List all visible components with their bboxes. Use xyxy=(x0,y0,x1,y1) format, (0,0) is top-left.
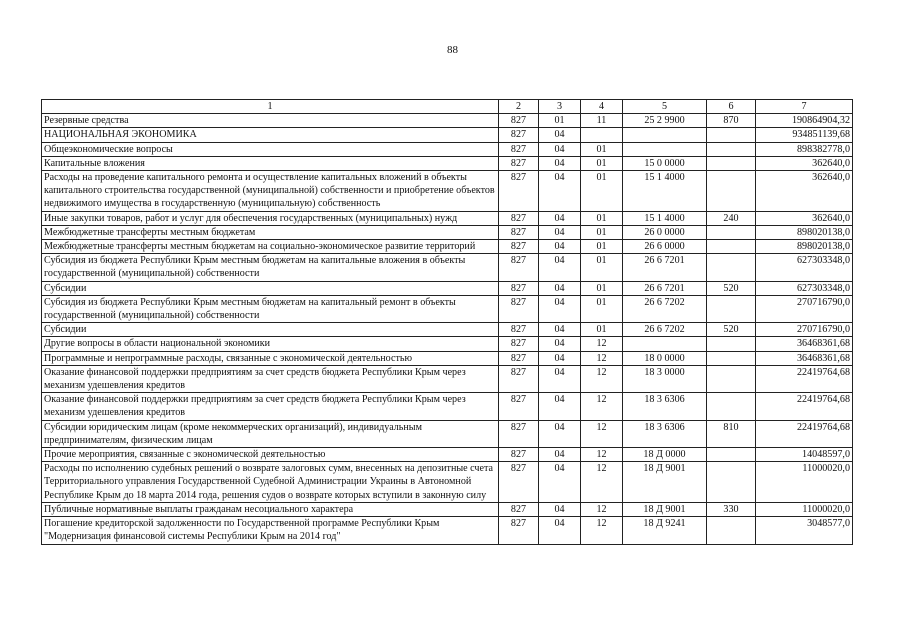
amount-cell: 898020138,0 xyxy=(756,240,853,254)
header-cell: 1 xyxy=(42,100,499,114)
expense-type-code-cell xyxy=(707,142,756,156)
section-code-cell: 04 xyxy=(539,142,581,156)
subsection-code-cell: 01 xyxy=(581,240,623,254)
row-name-cell: Другие вопросы в области национальной экономики xyxy=(42,337,499,351)
subsection-code-cell: 01 xyxy=(581,211,623,225)
target-article-code-cell xyxy=(623,337,707,351)
section-code-cell: 04 xyxy=(539,128,581,142)
admin-code-cell: 827 xyxy=(499,295,539,322)
section-code-cell: 04 xyxy=(539,295,581,322)
target-article-code-cell: 18 Д 9001 xyxy=(623,502,707,516)
expense-type-code-cell xyxy=(707,128,756,142)
target-article-code-cell xyxy=(623,142,707,156)
row-name-cell: Расходы на проведение капитального ремонта и осуществление капитальных вложений в объекты капитального строительства государственной (муниципальной) собственности и приобретение объектов недвижимого имущества в государственную (муниципальную) собственность xyxy=(42,171,499,212)
section-code-cell: 04 xyxy=(539,462,581,503)
admin-code-cell: 827 xyxy=(499,156,539,170)
target-article-code-cell: 26 6 7201 xyxy=(623,281,707,295)
expense-type-code-cell xyxy=(707,448,756,462)
subsection-code-cell: 01 xyxy=(581,171,623,212)
row-name-cell: Общеэкономические вопросы xyxy=(42,142,499,156)
target-article-code-cell: 18 Д 9241 xyxy=(623,517,707,544)
table-header-row xyxy=(42,100,853,114)
row-name-cell: Субсидия из бюджета Республики Крым местным бюджетам на капитальные вложения в объекты государственной (муниципальной) собственности xyxy=(42,254,499,281)
amount-cell: 22419764,68 xyxy=(756,365,853,392)
amount-cell: 934851139,68 xyxy=(756,128,853,142)
table-row xyxy=(42,281,853,295)
admin-code-cell: 827 xyxy=(499,448,539,462)
table-row xyxy=(42,128,853,142)
target-article-code-cell: 18 3 6306 xyxy=(623,393,707,420)
row-name-cell: Субсидии xyxy=(42,281,499,295)
section-code-cell: 04 xyxy=(539,281,581,295)
section-code-cell: 04 xyxy=(539,393,581,420)
section-code-cell: 01 xyxy=(539,114,581,128)
subsection-code-cell xyxy=(581,128,623,142)
section-code-cell: 04 xyxy=(539,517,581,544)
target-article-code-cell: 26 0 0000 xyxy=(623,225,707,239)
table-row xyxy=(42,114,853,128)
header-cell: 2 xyxy=(499,100,539,114)
expense-type-code-cell: 810 xyxy=(707,420,756,447)
row-name-cell: Субсидии xyxy=(42,323,499,337)
subsection-code-cell: 01 xyxy=(581,156,623,170)
table-row xyxy=(42,365,853,392)
subsection-code-cell: 01 xyxy=(581,323,623,337)
expense-type-code-cell: 520 xyxy=(707,323,756,337)
row-name-cell: Программные и непрограммные расходы, связанные с экономической деятельностью xyxy=(42,351,499,365)
target-article-code-cell: 18 3 6306 xyxy=(623,420,707,447)
admin-code-cell: 827 xyxy=(499,365,539,392)
expense-type-code-cell xyxy=(707,462,756,503)
amount-cell: 627303348,0 xyxy=(756,281,853,295)
table-row xyxy=(42,337,853,351)
admin-code-cell: 827 xyxy=(499,240,539,254)
admin-code-cell: 827 xyxy=(499,462,539,503)
table-row xyxy=(42,351,853,365)
target-article-code-cell xyxy=(623,128,707,142)
section-code-cell: 04 xyxy=(539,156,581,170)
row-name-cell: НАЦИОНАЛЬНАЯ ЭКОНОМИКА xyxy=(42,128,499,142)
admin-code-cell: 827 xyxy=(499,128,539,142)
section-code-cell: 04 xyxy=(539,323,581,337)
target-article-code-cell: 18 0 0000 xyxy=(623,351,707,365)
admin-code-cell: 827 xyxy=(499,142,539,156)
row-name-cell: Погашение кредиторской задолженности по Государственной программе Республики Крым "Модернизация финансовой системы Республики Крым на 2014 год" xyxy=(42,517,499,544)
header-cell: 3 xyxy=(539,100,581,114)
section-code-cell: 04 xyxy=(539,254,581,281)
target-article-code-cell: 18 3 0000 xyxy=(623,365,707,392)
table-row xyxy=(42,323,853,337)
table-row xyxy=(42,240,853,254)
subsection-code-cell: 12 xyxy=(581,517,623,544)
admin-code-cell: 827 xyxy=(499,323,539,337)
table-row xyxy=(42,462,853,503)
target-article-code-cell: 25 2 9900 xyxy=(623,114,707,128)
admin-code-cell: 827 xyxy=(499,517,539,544)
amount-cell: 11000020,0 xyxy=(756,502,853,516)
expense-type-code-cell xyxy=(707,156,756,170)
row-name-cell: Оказание финансовой поддержки предприятиям за счет средств бюджета Республики Крым через механизм удешевления кредитов xyxy=(42,365,499,392)
section-code-cell: 04 xyxy=(539,211,581,225)
subsection-code-cell: 12 xyxy=(581,351,623,365)
admin-code-cell: 827 xyxy=(499,351,539,365)
table-row xyxy=(42,295,853,322)
admin-code-cell: 827 xyxy=(499,254,539,281)
subsection-code-cell: 01 xyxy=(581,295,623,322)
target-article-code-cell: 26 6 0000 xyxy=(623,240,707,254)
target-article-code-cell: 26 6 7202 xyxy=(623,295,707,322)
target-article-code-cell: 18 Д 0000 xyxy=(623,448,707,462)
table-row xyxy=(42,502,853,516)
amount-cell: 36468361,68 xyxy=(756,337,853,351)
amount-cell: 11000020,0 xyxy=(756,462,853,503)
table-row xyxy=(42,142,853,156)
subsection-code-cell: 12 xyxy=(581,337,623,351)
expense-type-code-cell: 870 xyxy=(707,114,756,128)
target-article-code-cell: 15 1 4000 xyxy=(623,171,707,212)
table-row xyxy=(42,254,853,281)
budget-table xyxy=(41,99,853,545)
table-row xyxy=(42,156,853,170)
expense-type-code-cell xyxy=(707,225,756,239)
header-cell: 6 xyxy=(707,100,756,114)
row-name-cell: Межбюджетные трансферты местным бюджетам xyxy=(42,225,499,239)
amount-cell: 362640,0 xyxy=(756,211,853,225)
subsection-code-cell: 12 xyxy=(581,393,623,420)
row-name-cell: Межбюджетные трансферты местным бюджетам на социально-экономическое развитие территорий xyxy=(42,240,499,254)
section-code-cell: 04 xyxy=(539,240,581,254)
amount-cell: 22419764,68 xyxy=(756,393,853,420)
row-name-cell: Прочие мероприятия, связанные с экономической деятельностью xyxy=(42,448,499,462)
table-row xyxy=(42,171,853,212)
page-number: 88 xyxy=(447,44,458,56)
amount-cell: 270716790,0 xyxy=(756,295,853,322)
admin-code-cell: 827 xyxy=(499,502,539,516)
amount-cell: 190864904,32 xyxy=(756,114,853,128)
table-row xyxy=(42,517,853,544)
subsection-code-cell: 12 xyxy=(581,420,623,447)
table-row xyxy=(42,393,853,420)
amount-cell: 362640,0 xyxy=(756,156,853,170)
section-code-cell: 04 xyxy=(539,337,581,351)
admin-code-cell: 827 xyxy=(499,281,539,295)
row-name-cell: Субсидии юридическим лицам (кроме некоммерческих организаций), индивидуальным предпринимателям, физическим лицам xyxy=(42,420,499,447)
admin-code-cell: 827 xyxy=(499,171,539,212)
expense-type-code-cell: 520 xyxy=(707,281,756,295)
target-article-code-cell: 26 6 7202 xyxy=(623,323,707,337)
header-cell: 7 xyxy=(756,100,853,114)
row-name-cell: Оказание финансовой поддержки предприятиям за счет средств бюджета Республики Крым через механизм удешевления кредитов xyxy=(42,393,499,420)
row-name-cell: Расходы по исполнению судебных решений о возврате залоговых сумм, внесенных на депозитные счета Территориального управления Государственной Судебной Администрации Украины в Автономной Республике Крым до 18 марта 2014 года, решения судов о возврате которых вступили в законную силу xyxy=(42,462,499,503)
expense-type-code-cell xyxy=(707,365,756,392)
amount-cell: 898020138,0 xyxy=(756,225,853,239)
table-row xyxy=(42,420,853,447)
expense-type-code-cell xyxy=(707,171,756,212)
admin-code-cell: 827 xyxy=(499,225,539,239)
table-row xyxy=(42,225,853,239)
expense-type-code-cell xyxy=(707,337,756,351)
subsection-code-cell: 01 xyxy=(581,281,623,295)
row-name-cell: Резервные средства xyxy=(42,114,499,128)
section-code-cell: 04 xyxy=(539,502,581,516)
expense-type-code-cell: 240 xyxy=(707,211,756,225)
admin-code-cell: 827 xyxy=(499,114,539,128)
subsection-code-cell: 12 xyxy=(581,365,623,392)
subsection-code-cell: 01 xyxy=(581,142,623,156)
amount-cell: 270716790,0 xyxy=(756,323,853,337)
expense-type-code-cell xyxy=(707,295,756,322)
table-row xyxy=(42,448,853,462)
target-article-code-cell: 18 Д 9001 xyxy=(623,462,707,503)
section-code-cell: 04 xyxy=(539,448,581,462)
header-cell: 4 xyxy=(581,100,623,114)
admin-code-cell: 827 xyxy=(499,420,539,447)
header-cell: 5 xyxy=(623,100,707,114)
subsection-code-cell: 12 xyxy=(581,448,623,462)
amount-cell: 362640,0 xyxy=(756,171,853,212)
amount-cell: 36468361,68 xyxy=(756,351,853,365)
table-row xyxy=(42,211,853,225)
row-name-cell: Капитальные вложения xyxy=(42,156,499,170)
section-code-cell: 04 xyxy=(539,225,581,239)
subsection-code-cell: 01 xyxy=(581,254,623,281)
expense-type-code-cell xyxy=(707,393,756,420)
target-article-code-cell: 15 0 0000 xyxy=(623,156,707,170)
amount-cell: 3048577,0 xyxy=(756,517,853,544)
section-code-cell: 04 xyxy=(539,351,581,365)
section-code-cell: 04 xyxy=(539,171,581,212)
amount-cell: 898382778,0 xyxy=(756,142,853,156)
expense-type-code-cell xyxy=(707,351,756,365)
row-name-cell: Иные закупки товаров, работ и услуг для обеспечения государственных (муниципальных) нужд xyxy=(42,211,499,225)
admin-code-cell: 827 xyxy=(499,393,539,420)
subsection-code-cell: 12 xyxy=(581,462,623,503)
target-article-code-cell: 15 1 4000 xyxy=(623,211,707,225)
section-code-cell: 04 xyxy=(539,365,581,392)
subsection-code-cell: 12 xyxy=(581,502,623,516)
subsection-code-cell: 11 xyxy=(581,114,623,128)
row-name-cell: Субсидия из бюджета Республики Крым местным бюджетам на капитальный ремонт в объекты государственной (муниципальной) собственности xyxy=(42,295,499,322)
admin-code-cell: 827 xyxy=(499,337,539,351)
expense-type-code-cell: 330 xyxy=(707,502,756,516)
section-code-cell: 04 xyxy=(539,420,581,447)
row-name-cell: Публичные нормативные выплаты гражданам несоциального характера xyxy=(42,502,499,516)
amount-cell: 627303348,0 xyxy=(756,254,853,281)
amount-cell: 22419764,68 xyxy=(756,420,853,447)
amount-cell: 14048597,0 xyxy=(756,448,853,462)
expense-type-code-cell xyxy=(707,517,756,544)
admin-code-cell: 827 xyxy=(499,211,539,225)
subsection-code-cell: 01 xyxy=(581,225,623,239)
expense-type-code-cell xyxy=(707,240,756,254)
expense-type-code-cell xyxy=(707,254,756,281)
target-article-code-cell: 26 6 7201 xyxy=(623,254,707,281)
